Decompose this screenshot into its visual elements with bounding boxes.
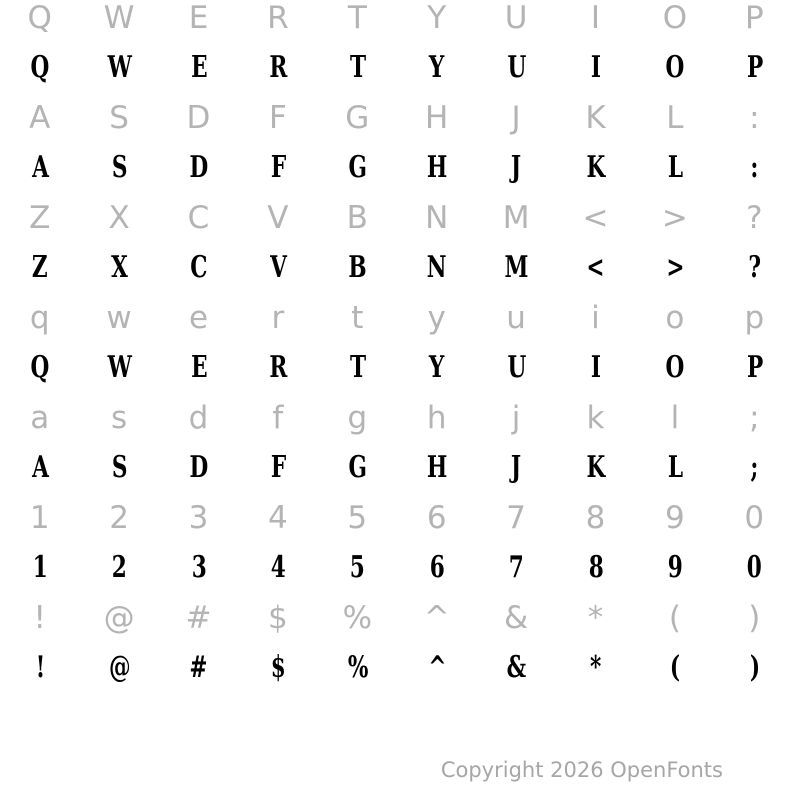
reference-glyph-cell: i: [591, 299, 600, 336]
reference-glyph-cell: W: [103, 0, 135, 36]
reference-glyph-cell: B: [346, 199, 368, 236]
display-glyph-cell: ?: [748, 250, 761, 285]
reference-glyph-cell: %: [342, 599, 373, 636]
display-glyph-cell: Y: [429, 50, 445, 85]
reference-glyph-cell: N: [425, 199, 449, 236]
display-glyph-cell: 0: [747, 550, 762, 585]
display-glyph-cell: 4: [270, 550, 286, 585]
display-glyph-cell: 3: [191, 550, 206, 585]
display-glyph-cell: F: [270, 450, 286, 485]
reference-glyph-cell: :: [749, 99, 760, 136]
reference-glyph-cell: V: [267, 199, 289, 236]
reference-glyph-cell: 7: [506, 499, 526, 536]
display-glyph-cell: O: [665, 50, 684, 85]
reference-glyph-cell: <: [582, 199, 609, 236]
reference-glyph-cell: e: [188, 299, 209, 336]
display-glyph-cell: %: [347, 650, 368, 685]
reference-glyph-cell: g: [347, 399, 368, 436]
display-glyph-cell: *: [590, 650, 601, 685]
display-glyph-cell: T: [349, 50, 365, 85]
reference-glyph-cell: M: [502, 199, 530, 236]
reference-glyph-cell: ^: [423, 599, 450, 636]
reference-glyph-cell: Q: [27, 0, 52, 36]
reference-glyph-cell: @: [103, 599, 135, 636]
display-row-symbols: [0, 650, 794, 700]
display-glyph-cell: G: [348, 150, 367, 185]
reference-glyph-cell: Z: [29, 199, 51, 236]
display-glyph-cell: F: [270, 150, 286, 185]
reference-glyph-cell: E: [188, 0, 209, 36]
display-glyph-cell: $: [270, 650, 286, 685]
display-glyph-cell: K: [586, 150, 605, 185]
display-glyph-cell: P: [746, 50, 763, 85]
display-glyph-cell: S: [111, 450, 127, 485]
display-glyph-cell: @: [108, 650, 130, 685]
copyright-text: Copyright 2026 OpenFonts: [440, 758, 723, 782]
display-glyph-cell: W: [107, 50, 131, 85]
display-glyph-cell: V: [269, 250, 286, 285]
display-glyph-cell: Z: [32, 250, 48, 285]
display-glyph-cell: S: [111, 150, 127, 185]
display-glyph-cell: >: [666, 250, 684, 285]
display-row-lowercase-asdf: [0, 450, 794, 500]
reference-glyph-cell: 5: [347, 499, 368, 536]
reference-glyph-cell: &: [504, 599, 529, 636]
reference-glyph-cell: r: [271, 299, 285, 336]
display-glyph-cell: !: [35, 650, 45, 685]
reference-glyph-cell: F: [268, 99, 287, 136]
display-glyph-cell: 7: [508, 550, 524, 585]
reference-glyph-cell: 3: [188, 499, 209, 536]
display-glyph-cell: 8: [588, 550, 603, 585]
reference-glyph-cell: $: [268, 599, 288, 636]
reference-glyph-cell: P: [744, 0, 764, 36]
reference-glyph-cell: s: [111, 399, 128, 436]
reference-row-uppercase-qwerty: [0, 0, 794, 50]
reference-glyph-cell: k: [586, 399, 605, 436]
reference-row-uppercase-zxcv: [0, 200, 794, 250]
display-row-uppercase-zxcv: [0, 250, 794, 300]
display-glyph-cell: A: [31, 450, 48, 485]
display-glyph-cell: J: [511, 150, 521, 185]
reference-glyph-cell: S: [109, 99, 129, 136]
reference-glyph-cell: !: [33, 599, 46, 636]
reference-glyph-cell: 0: [744, 499, 765, 536]
display-glyph-cell: 5: [350, 550, 365, 585]
reference-glyph-cell: I: [590, 0, 601, 36]
display-glyph-cell: 6: [429, 550, 444, 585]
reference-glyph-cell: *: [587, 599, 604, 636]
reference-glyph-cell: 4: [268, 499, 288, 536]
display-glyph-cell: <: [586, 250, 605, 285]
reference-glyph-cell: K: [585, 99, 606, 136]
display-glyph-cell: T: [349, 350, 365, 385]
reference-glyph-cell: y: [427, 299, 446, 336]
display-glyph-cell: #: [189, 650, 208, 685]
reference-row-digits: [0, 500, 794, 550]
display-glyph-cell: I: [590, 50, 601, 85]
reference-glyph-cell: o: [665, 299, 685, 336]
reference-glyph-cell: f: [272, 399, 284, 436]
reference-glyph-cell: p: [744, 299, 765, 336]
display-glyph-cell: R: [269, 350, 287, 385]
reference-glyph-cell: d: [188, 399, 209, 436]
display-glyph-cell: ): [749, 650, 760, 685]
reference-glyph-cell: 8: [585, 499, 606, 536]
display-glyph-cell: &: [506, 650, 526, 685]
display-glyph-cell: K: [586, 450, 605, 485]
display-glyph-cell: L: [667, 450, 683, 485]
display-glyph-cell: 9: [667, 550, 683, 585]
reference-glyph-cell: L: [666, 99, 684, 136]
reference-glyph-cell: ;: [749, 399, 760, 436]
reference-glyph-cell: w: [106, 299, 132, 336]
display-glyph-cell: R: [269, 50, 287, 85]
display-glyph-cell: D: [189, 150, 208, 185]
reference-glyph-cell: (: [668, 599, 681, 636]
display-row-lowercase-qwerty: [0, 350, 794, 400]
reference-glyph-cell: D: [186, 99, 211, 136]
display-glyph-cell: (: [670, 650, 680, 685]
display-glyph-cell: O: [665, 350, 684, 385]
reference-glyph-cell: O: [662, 0, 688, 36]
display-glyph-cell: 2: [111, 550, 127, 585]
display-glyph-cell: W: [107, 350, 131, 385]
display-row-uppercase-qwerty: [0, 50, 794, 100]
reference-glyph-cell: 1: [29, 499, 50, 536]
reference-row-lowercase-asdf: [0, 400, 794, 450]
reference-row-lowercase-qwerty: [0, 300, 794, 350]
reference-glyph-cell: R: [267, 0, 289, 36]
reference-glyph-cell: q: [29, 299, 50, 336]
display-glyph-cell: ;: [750, 450, 758, 485]
display-row-uppercase-asdf: [0, 150, 794, 200]
reference-glyph-cell: 9: [665, 499, 685, 536]
display-glyph-cell: X: [111, 250, 128, 285]
display-glyph-cell: N: [427, 250, 447, 285]
display-glyph-cell: U: [507, 50, 526, 85]
display-glyph-cell: B: [348, 250, 367, 285]
display-glyph-cell: E: [190, 350, 207, 385]
reference-glyph-cell: U: [504, 0, 528, 36]
display-glyph-cell: C: [190, 250, 207, 285]
reference-glyph-cell: >: [661, 199, 688, 236]
reference-glyph-cell: h: [426, 399, 447, 436]
display-glyph-cell: Y: [429, 350, 445, 385]
reference-glyph-cell: #: [185, 599, 212, 636]
display-glyph-cell: L: [667, 150, 683, 185]
reference-glyph-cell: A: [29, 99, 51, 136]
reference-glyph-cell: 2: [109, 499, 129, 536]
display-row-digits: [0, 550, 794, 600]
reference-glyph-cell: u: [506, 299, 526, 336]
reference-glyph-cell: t: [351, 299, 364, 336]
reference-glyph-cell: l: [670, 399, 680, 436]
display-glyph-cell: I: [590, 350, 601, 385]
display-glyph-cell: J: [511, 450, 521, 485]
reference-glyph-cell: H: [425, 99, 449, 136]
display-glyph-cell: ^: [428, 650, 446, 685]
display-glyph-cell: :: [750, 150, 758, 185]
reference-glyph-cell: C: [187, 199, 210, 236]
display-glyph-cell: A: [31, 150, 48, 185]
display-glyph-cell: D: [189, 450, 208, 485]
display-glyph-cell: M: [504, 250, 528, 285]
reference-glyph-cell: G: [345, 99, 370, 136]
reference-row-uppercase-asdf: [0, 100, 794, 150]
display-glyph-cell: H: [426, 450, 447, 485]
display-glyph-cell: P: [746, 350, 763, 385]
reference-glyph-cell: Y: [427, 0, 447, 36]
display-glyph-cell: Q: [30, 50, 49, 85]
reference-glyph-cell: ?: [746, 199, 763, 236]
display-glyph-cell: H: [426, 150, 447, 185]
reference-glyph-cell: ): [748, 599, 761, 636]
reference-glyph-cell: X: [108, 199, 130, 236]
display-glyph-cell: E: [190, 50, 207, 85]
reference-row-symbols: [0, 600, 794, 650]
display-glyph-cell: G: [348, 450, 367, 485]
reference-glyph-cell: T: [347, 0, 367, 36]
reference-glyph-cell: j: [511, 399, 521, 436]
display-glyph-cell: 1: [32, 550, 47, 585]
reference-glyph-cell: 6: [426, 499, 447, 536]
display-glyph-cell: U: [507, 350, 526, 385]
display-glyph-cell: Q: [30, 350, 49, 385]
reference-glyph-cell: a: [30, 399, 50, 436]
reference-glyph-cell: J: [511, 99, 521, 136]
